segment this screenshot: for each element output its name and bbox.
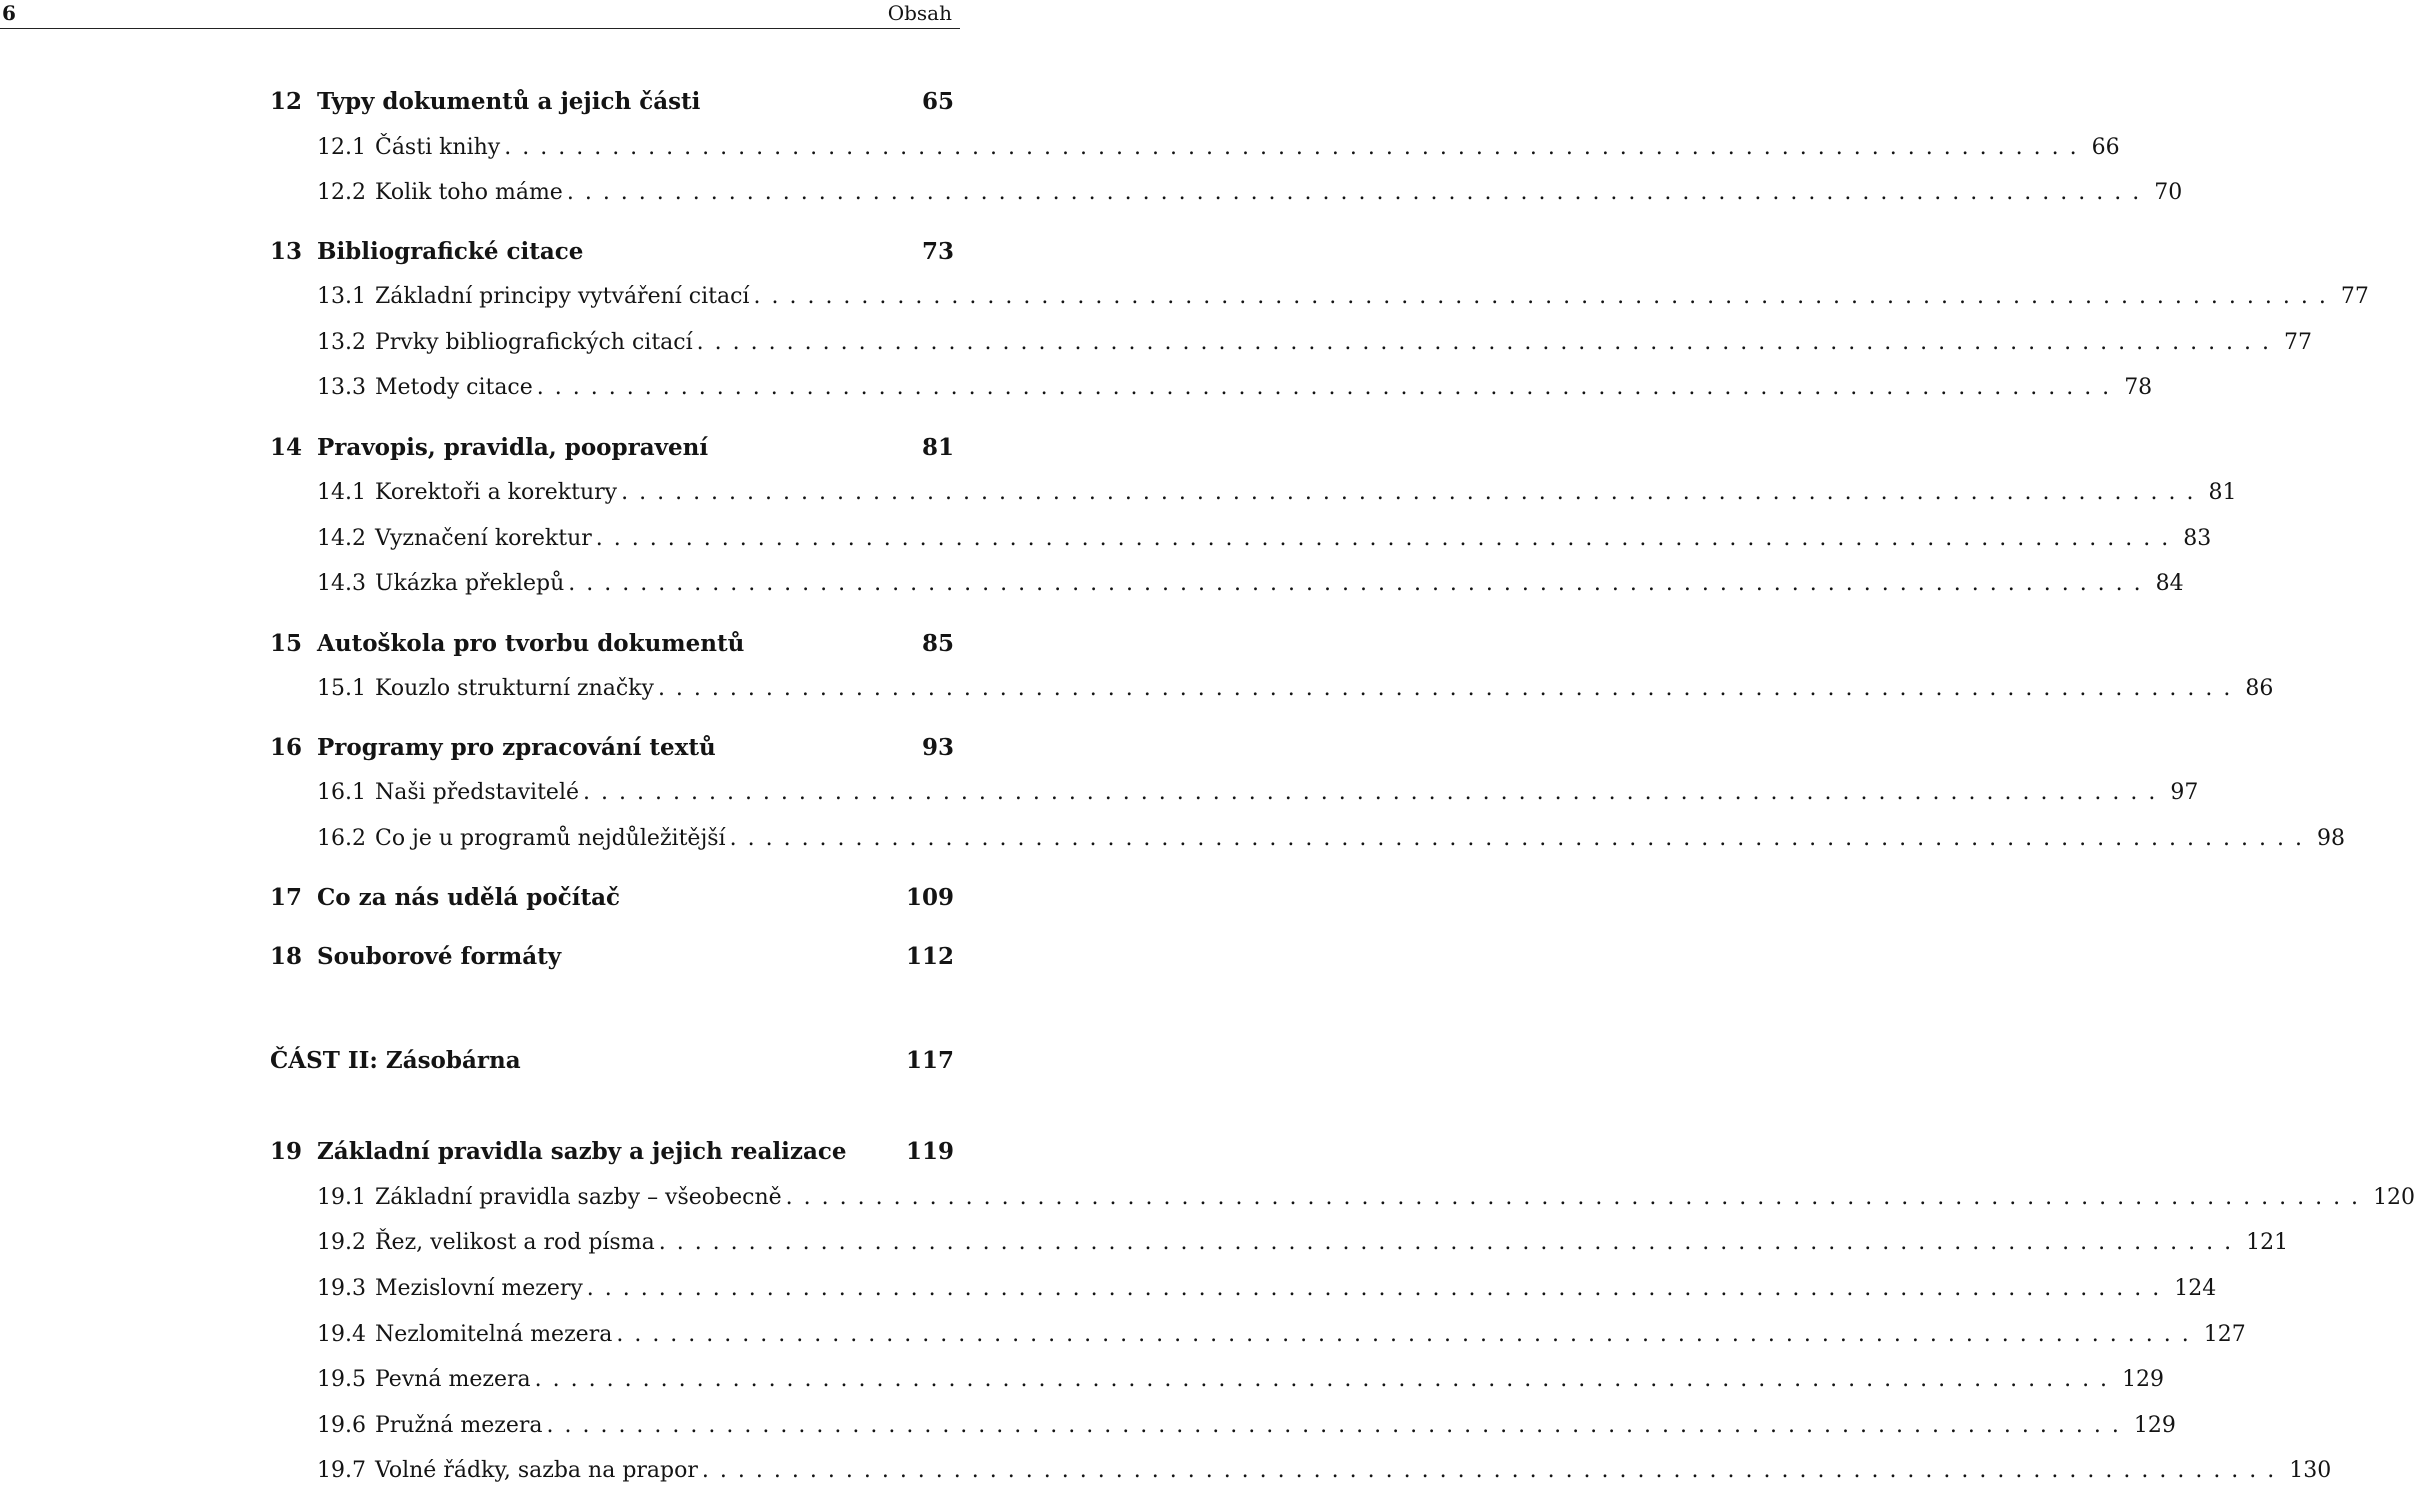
section-number: 19.4 [317, 1322, 366, 1347]
chapter-title: Bibliografické citace [317, 238, 584, 265]
page-ref: 98 [2317, 826, 2345, 851]
page-ref: 86 [2245, 676, 2274, 701]
section-number: 19.6 [317, 1413, 366, 1438]
dot-leader: ........................................................................................ [504, 135, 2088, 160]
toc-section-19-4[interactable] [317, 1322, 2246, 1356]
running-title: Obsah [887, 1, 952, 25]
section-title: Naši představitelé [374, 780, 579, 805]
page-ref: 129 [2122, 1367, 2165, 1392]
chapter-title: Autoškola pro tvorbu dokumentů [317, 630, 745, 657]
toc-section-13-3[interactable] [317, 375, 2153, 409]
section-number: 15.1 [317, 676, 366, 701]
page-ref: 77 [2284, 330, 2313, 355]
section-title: Co je u programů nejdůležitější [374, 826, 726, 851]
section-number: 13.2 [317, 330, 366, 355]
page-ref: 66 [2091, 135, 2120, 160]
section-title: Nezlomitelná mezera [374, 1322, 613, 1347]
running-header [0, 0, 960, 29]
toc-section-12-1[interactable] [317, 135, 2120, 169]
page-ref: 112 [905, 943, 954, 970]
section-number: 19.7 [317, 1458, 366, 1483]
page-ref: 83 [2183, 526, 2212, 551]
section-number: 12.1 [317, 135, 366, 160]
page-ref: 65 [921, 88, 954, 115]
toc-section-19-2[interactable] [317, 1230, 2289, 1264]
toc-section-13-2[interactable] [317, 330, 2313, 364]
dot-leader: ........................................................................................ [621, 480, 2205, 505]
section-title: Základní principy vytváření citací [374, 284, 750, 309]
section-number: 19.1 [317, 1185, 366, 1210]
chapter-title: Pravopis, pravidla, poopravení [317, 434, 709, 461]
chapter-number: 16 [270, 734, 303, 761]
dot-leader: ........................................................................................ [568, 571, 2152, 596]
chapter-number: 15 [270, 630, 303, 657]
dot-leader: ........................................................................................ [546, 1413, 2130, 1438]
section-number: 19.5 [317, 1367, 366, 1392]
toc-section-14-1[interactable] [317, 480, 2237, 514]
section-title: Metody citace [374, 375, 533, 400]
dot-leader: ........................................................................................ [583, 780, 2167, 805]
toc-section-13-1[interactable] [317, 284, 2369, 318]
page-ref: 85 [921, 630, 954, 657]
section-title: Pružná mezera [374, 1413, 543, 1438]
chapter-title: Souborové formáty [317, 943, 562, 970]
page-ref: 121 [2246, 1230, 2289, 1255]
page-ref: 81 [921, 434, 954, 461]
section-title: Základní pravidla sazby – všeobecně [374, 1185, 782, 1210]
dot-leader: ........................................................................................ [536, 375, 2121, 400]
section-number: 19.3 [317, 1276, 366, 1301]
chapter-number: 13 [270, 238, 303, 265]
section-title: Řez, velikost a rod písma [374, 1230, 655, 1255]
page-ref: 81 [2208, 480, 2237, 505]
section-title: Kouzlo strukturní značky [374, 676, 654, 701]
toc-chapter-17[interactable] [270, 884, 954, 918]
section-number: 19.2 [317, 1230, 366, 1255]
toc-chapter-14[interactable] [270, 434, 954, 468]
dot-leader: ........................................................................................ [658, 1230, 2243, 1255]
section-title: Kolik toho máme [374, 180, 563, 205]
toc-section-19-5[interactable] [317, 1367, 2165, 1401]
page-ref: 124 [2174, 1276, 2217, 1301]
page-ref: 130 [2289, 1458, 2332, 1483]
section-number: 12.2 [317, 180, 366, 205]
dot-leader: ........................................................................................ [785, 1185, 2370, 1210]
section-number: 14.3 [317, 571, 366, 596]
chapter-number: 19 [270, 1138, 303, 1165]
chapter-number: 18 [270, 943, 303, 970]
toc-section-12-2[interactable] [317, 180, 2183, 214]
section-number: 13.3 [317, 375, 366, 400]
dot-leader: ........................................................................................ [586, 1276, 2171, 1301]
toc-section-16-1[interactable] [317, 780, 2199, 814]
page-number: 6 [2, 1, 16, 25]
dot-leader: ........................................................................................ [657, 676, 2242, 701]
toc-chapter-15[interactable] [270, 630, 954, 664]
section-number: 14.1 [317, 480, 366, 505]
page-ref: 117 [905, 1047, 954, 1074]
chapter-title: Základní pravidla sazby a jejich realizace [317, 1138, 847, 1165]
dot-leader: ........................................................................................ [696, 330, 2281, 355]
page-ref: 119 [905, 1138, 954, 1165]
section-title: Prvky bibliografických citací [374, 330, 693, 355]
dot-leader: ........................................................................................ [566, 180, 2151, 205]
toc-chapter-16[interactable] [270, 734, 954, 768]
page-ref: 84 [2155, 571, 2184, 596]
part-title: ČÁST II: Zásobárna [270, 1047, 521, 1074]
section-number: 14.2 [317, 526, 366, 551]
section-title: Části knihy [374, 135, 501, 160]
dot-leader: ........................................................................................ [616, 1322, 2200, 1347]
chapter-number: 17 [270, 884, 303, 911]
toc-section-15-1[interactable] [317, 676, 2274, 710]
toc-section-19-6[interactable] [317, 1413, 2176, 1447]
toc-section-19-7[interactable] [317, 1458, 2332, 1492]
dot-leader: ........................................................................................ [753, 284, 2337, 309]
page-ref: 129 [2133, 1413, 2176, 1438]
chapter-title: Co za nás udělá počítač [317, 884, 620, 911]
section-number: 16.2 [317, 826, 366, 851]
toc-chapter-12[interactable] [270, 88, 954, 122]
toc-chapter-18[interactable] [270, 943, 954, 977]
section-title: Vyznačení korektur [374, 526, 592, 551]
page-ref: 120 [2373, 1185, 2415, 1210]
section-number: 16.1 [317, 780, 366, 805]
section-number: 13.1 [317, 284, 366, 309]
page-ref: 127 [2203, 1322, 2246, 1347]
page-ref: 109 [905, 884, 954, 911]
chapter-number: 12 [270, 88, 303, 115]
dot-leader: ........................................................................................ [701, 1458, 2286, 1483]
toc-section-19-3[interactable] [317, 1276, 2217, 1310]
page-ref: 93 [921, 734, 954, 761]
section-title: Ukázka překlepů [374, 571, 565, 596]
toc-section-14-3[interactable] [317, 571, 2184, 605]
page-ref: 70 [2154, 180, 2183, 205]
section-title: Mezislovní mezery [374, 1276, 583, 1301]
toc-section-19-1[interactable] [317, 1185, 2415, 1219]
toc-section-16-2[interactable] [317, 826, 2345, 860]
dot-leader: ........................................................................................ [595, 526, 2180, 551]
toc-part-2[interactable] [270, 1047, 954, 1081]
page-ref: 97 [2170, 780, 2199, 805]
dot-leader: ........................................................................................ [729, 826, 2313, 851]
page-ref: 78 [2124, 375, 2153, 400]
chapter-title: Typy dokumentů a jejich části [317, 88, 701, 115]
page-ref: 77 [2340, 284, 2369, 309]
chapter-number: 14 [270, 434, 303, 461]
section-title: Volné řádky, sazba na prapor [374, 1458, 698, 1483]
section-title: Korektoři a korektury [374, 480, 618, 505]
dot-leader: ........................................................................................ [534, 1367, 2119, 1392]
section-title: Pevná mezera [374, 1367, 531, 1392]
toc-section-14-2[interactable] [317, 526, 2212, 560]
toc-chapter-13[interactable] [270, 238, 954, 272]
toc-chapter-19[interactable] [270, 1138, 954, 1172]
chapter-title: Programy pro zpracování textů [317, 734, 716, 761]
page-ref: 73 [921, 238, 954, 265]
